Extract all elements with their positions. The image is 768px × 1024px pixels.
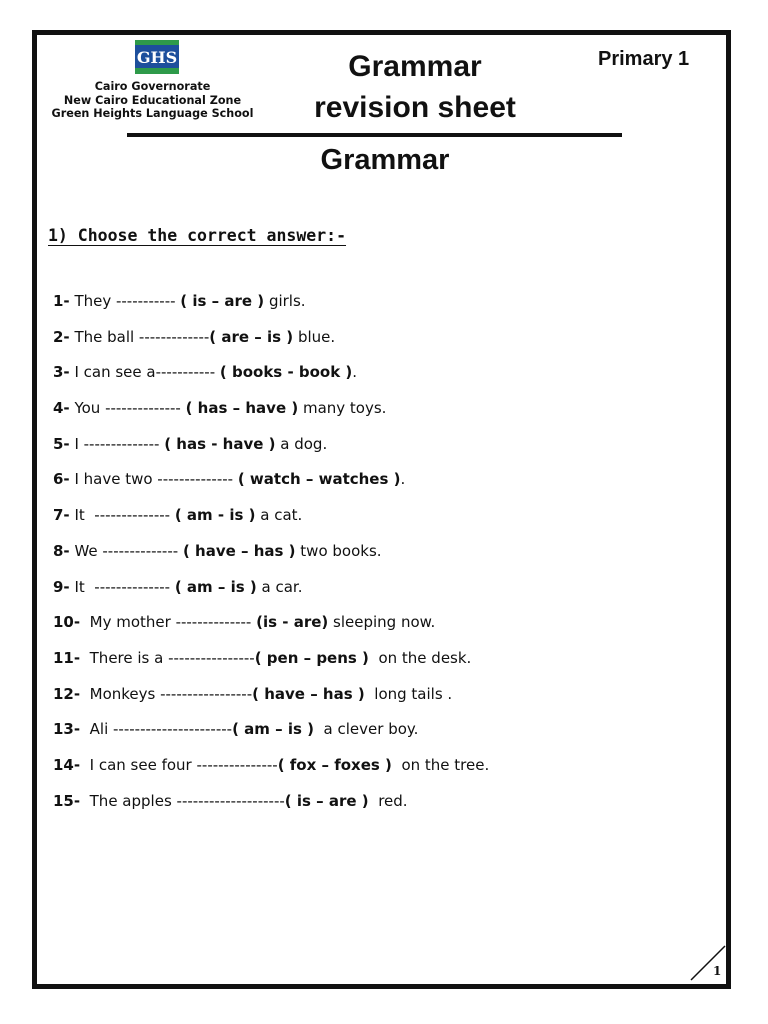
- question-ending: girls.: [264, 292, 306, 310]
- question-text: I have two --------------: [69, 470, 238, 489]
- question-text: I can see four ---------------: [80, 755, 278, 774]
- question-text: You --------------: [69, 399, 186, 418]
- question-item: [53, 540, 489, 576]
- question-item: [53, 326, 489, 362]
- question-number: 12-: [53, 684, 81, 703]
- question-text: There is a ----------------: [80, 648, 255, 667]
- question-item: [53, 576, 489, 612]
- question-ending: .: [352, 363, 358, 382]
- question-text: The ball -------------: [69, 327, 210, 346]
- question-number: 2-: [53, 327, 70, 346]
- question-text: They -----------: [69, 292, 181, 310]
- answer-choices: ( have – has ): [182, 541, 296, 560]
- question-number: 14-: [53, 755, 81, 774]
- question-text: The apples --------------------: [80, 791, 285, 810]
- grade-level: Primary 1: [598, 48, 690, 70]
- page-number: [690, 944, 728, 982]
- question-number: 10-: [53, 613, 81, 632]
- question-item: [53, 683, 489, 719]
- title-line-2: revision sheet: [314, 91, 516, 124]
- question-ending: many toys.: [298, 399, 387, 418]
- answer-choices: ( is – are ): [180, 292, 265, 310]
- question-item: [53, 504, 489, 540]
- logo-text: GHS: [136, 48, 178, 67]
- question-ending: on the desk.: [368, 648, 472, 667]
- question-number: 15-: [53, 791, 81, 810]
- answer-choices: ( fox – foxes ): [277, 755, 392, 774]
- question-text: We --------------: [69, 541, 183, 560]
- question-number: 8-: [53, 541, 70, 560]
- answer-choices: ( pen – pens ): [254, 648, 369, 667]
- question-number: 1-: [53, 292, 70, 310]
- question-item: [53, 397, 489, 433]
- answer-choices: ( is – are ): [284, 791, 369, 810]
- question-ending: a clever boy.: [314, 720, 419, 739]
- question-item: [53, 433, 489, 469]
- question-text: My mother --------------: [80, 613, 257, 632]
- question-ending: red.: [368, 791, 408, 810]
- question-ending: .: [400, 470, 406, 489]
- question-number: 13-: [53, 720, 81, 739]
- answer-choices: ( am – is ): [174, 577, 257, 596]
- question-number: 7-: [53, 506, 70, 525]
- question-item: [53, 611, 489, 647]
- question-ending: long tails .: [364, 684, 453, 703]
- answer-choices: ( books - book ): [219, 363, 353, 382]
- title-line-1: Grammar: [348, 50, 482, 83]
- question-item: [53, 290, 489, 326]
- question-item: [53, 361, 489, 397]
- answer-choices: ( am - is ): [174, 506, 256, 525]
- question-list: [53, 290, 489, 825]
- school-name: Green Heights Language School: [51, 107, 254, 120]
- answer-choices: ( are – is ): [209, 327, 294, 346]
- question-ending: two books.: [295, 541, 382, 560]
- school-logo: [135, 40, 179, 74]
- question-ending: blue.: [293, 327, 336, 346]
- section-heading: Grammar: [320, 144, 450, 176]
- question-item: [53, 647, 489, 683]
- question-item: [53, 754, 489, 790]
- exercise-instruction: 1) Choose the correct answer:-: [48, 226, 347, 245]
- question-text: Ali ----------------------: [80, 720, 233, 739]
- question-text: I can see a-----------: [69, 363, 220, 382]
- school-zone: New Cairo Educational Zone: [63, 93, 242, 107]
- question-number: 5-: [53, 434, 70, 453]
- question-number: 9-: [53, 577, 70, 596]
- page-corner-slash: [690, 944, 728, 982]
- answer-choices: ( have – has ): [252, 684, 365, 703]
- question-item: [53, 790, 489, 826]
- page-number-value: 1: [713, 964, 722, 978]
- question-number: 4-: [53, 399, 70, 418]
- answer-choices: ( has – have ): [185, 399, 299, 418]
- question-ending: a cat.: [255, 506, 303, 525]
- answer-choices: ( has - have ): [164, 434, 276, 453]
- question-number: 6-: [53, 470, 70, 489]
- question-ending: a car.: [256, 577, 303, 596]
- answer-choices: ( watch – watches ): [237, 470, 401, 489]
- question-item: [53, 468, 489, 504]
- answer-choices: ( am – is ): [232, 720, 315, 739]
- title-divider: [127, 133, 622, 137]
- school-info: [40, 80, 265, 121]
- page-title: [290, 46, 540, 128]
- question-text: It --------------: [69, 506, 175, 525]
- question-text: It --------------: [69, 577, 175, 596]
- school-governorate: Cairo Governorate: [94, 80, 211, 93]
- answer-choices: (is - are): [256, 613, 329, 632]
- question-number: 11-: [53, 648, 81, 667]
- question-text: I --------------: [69, 434, 165, 453]
- question-item: [53, 718, 489, 754]
- question-number: 3-: [53, 363, 70, 382]
- question-ending: sleeping now.: [328, 613, 436, 632]
- question-ending: on the tree.: [391, 755, 490, 774]
- question-text: Monkeys -----------------: [80, 684, 253, 703]
- question-ending: a dog.: [275, 434, 328, 453]
